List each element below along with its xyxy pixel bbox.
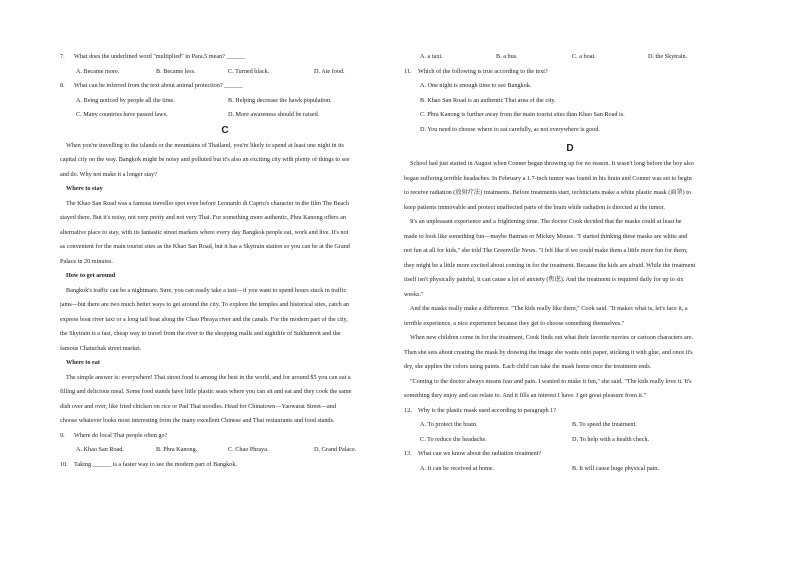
question-number: 7.: [60, 53, 65, 60]
question-13-options: [404, 462, 736, 477]
passage-line: made to look like something fun—maybe Batman or Mickey Mouse. "I started thinking these masks are white and: [404, 232, 688, 240]
option-c[interactable]: C. a boat.: [572, 53, 596, 60]
option-b[interactable]: B. Helping decrease the hawk population.: [228, 96, 332, 104]
question-text: What can be inferred from the text about animal protection? ______: [74, 82, 243, 89]
option-b[interactable]: B. To speed the treatment.: [572, 421, 637, 428]
passage-line: something they enjoy and can relate to. And it fills an interest I have. I get great pleasure from it.": [404, 392, 647, 399]
right-column: [404, 50, 736, 476]
option-b[interactable]: B. Became less.: [156, 67, 196, 75]
option-a[interactable]: A. Khao San Road.: [76, 446, 124, 453]
passage-line: jams—but there are two much better ways to get around the city. To explore the temples and historical sites, catch an: [60, 301, 350, 308]
question-7-options: [60, 65, 390, 80]
question-8-options-row1: [60, 94, 390, 109]
passage-line: The Khao San Road was a famous traveller spot even before Leonardo di Caprio's character in the film The Beach: [66, 199, 349, 207]
option-a[interactable]: A. a taxi.: [420, 53, 443, 60]
option-a[interactable]: A. To protect the brain.: [420, 421, 478, 428]
passage-line: School had just started in August when Conner began throwing up for no reason. It wasn't long before the boy also: [410, 160, 694, 167]
option-b[interactable]: B. It will cause huge physical pain.: [572, 464, 659, 472]
passage-line: itself isn't physically painful, it can cause a lot of anxiety (焦虑). And the treatment is required daily for up to six: [404, 276, 684, 283]
passage-line: The simple answer is: everywhere! Thai street food is among the best in the world, and for around $5 you can eat a: [66, 373, 351, 381]
question-text: What can we know about the radiation treatment?: [418, 450, 542, 457]
option-d[interactable]: D. the Skytrain.: [648, 53, 688, 60]
passage-line: It's an unpleasant experience and a frightening time. The doctor Cook decided that the masks could at least be: [410, 218, 682, 225]
subheading-where-to-stay: Where to stay: [66, 185, 103, 192]
passage-line: stayed there. But it's noisy, not very pretty and not very Thai. For something more authentic, Phra Kanong offers an: [60, 214, 346, 221]
question-12-options-row1: [404, 418, 736, 433]
passage-line: Then she sets about creating the mask by drawing the image she wants onto paper, sticking it with glue, and once it's: [404, 348, 693, 356]
section-heading-c: C: [221, 124, 229, 136]
option-a[interactable]: A. Became more.: [76, 67, 120, 75]
option-a[interactable]: A. Being noticed by people all the time.: [76, 96, 175, 104]
question-number: 13.: [404, 450, 412, 457]
passage-line: dry, she applies the colors using paints. Each child can take the mask home once the treatment ends.: [404, 363, 652, 370]
passage-line: keep patients immovable and protect unaffected parts of the brain while radiation is directed at the tumor.: [404, 203, 665, 211]
question-12-options-row2: [404, 433, 736, 448]
question-text: Why is the plastic mask used according to paragraph 1?: [418, 406, 556, 414]
question-11: [404, 65, 736, 80]
passage-line: capital city on the way. Bangkok might be noisy and polluted but it's also an exciting city with plenty of things to see: [60, 156, 350, 163]
question-10: [60, 458, 390, 473]
option-a[interactable]: A. One night is enough time to see Bangkok.: [420, 82, 532, 89]
option-a[interactable]: A. It can be received at home.: [420, 464, 495, 472]
passage-line: "Coming to the doctor always means fear and pain. I wanted to make it fun," she said. "The kids really love it. It's: [410, 377, 692, 385]
passage-line: and do. Why not make it a longer stay?: [60, 170, 157, 178]
option-c[interactable]: C. Turned black.: [228, 67, 270, 75]
question-number: 12.: [404, 406, 412, 414]
passage-line: began suffering terrible headaches. In February a 1.7-inch tumor was found in his brain and Conner was set to begin: [404, 174, 692, 182]
option-b[interactable]: B. Khao San Road is an authentic Thai area of the city.: [420, 96, 556, 104]
question-text: What does the underlined word "multiplied" in Para.5 mean? ______: [74, 53, 246, 60]
passage-line: express boat river taxi or a long tail boat along the Chao Phraya river and the canals. For the modern part of the city,: [60, 315, 348, 323]
option-b[interactable]: B. a bus.: [496, 53, 518, 60]
passage-line: weeks.": [404, 290, 424, 298]
option-d[interactable]: D. To help with a health check.: [572, 435, 650, 443]
passage-line: Palace in 20 minutes.: [60, 257, 113, 265]
option-d[interactable]: D. Ate food.: [314, 67, 345, 75]
passage-line: to receive radiation (放射疗法) treatments. Before treatments start, technicians make a white plastic mask (面罩) to: [404, 189, 692, 196]
option-c[interactable]: C. Chao Phraya.: [228, 446, 269, 453]
option-c[interactable]: C. Many countries have passed laws.: [76, 111, 168, 118]
question-10-options: [404, 50, 736, 65]
passage-line: dish over and over, like fried chicken on rice or Pad Thai noodles. Head for Chinatown—Yaowarat Street—and: [60, 402, 336, 410]
question-9-options: [60, 443, 390, 458]
option-c[interactable]: C. To reduce the headache.: [420, 435, 487, 443]
subheading-how-to-get-around: How to get around: [66, 272, 116, 279]
question-9: [60, 429, 390, 444]
passage-line: not fun at all for kids," she told The Greenville News. "I felt like if we could make them a little more fun for them,: [404, 247, 688, 254]
passage-line: filling and delicious meal. Some food stands have little plastic seats where you can sit and eat and they cook the same: [60, 388, 352, 395]
question-text: Where do local Thai people often go?: [74, 431, 168, 439]
passage-line: famous Chatuchak street market.: [60, 344, 142, 352]
option-d[interactable]: D. More awareness should be raised.: [228, 111, 320, 118]
passage-line: Bangkok's traffic can be a nightmare. Sure, you can easily take a taxi—if you want to spend hours stuck in traffic: [66, 286, 347, 294]
passage-line: alternative place to stay, with its fantastic street markets where every day Bangkok people eat, work and live. It's not: [60, 228, 349, 236]
passage-line: And the masks really make a difference. "The kids really like them," Cook said. "It makes what is, let's face it, a: [410, 305, 688, 312]
passage-line: they might be a little more excited about coming in for the treatment. Because the kids are afraid. While the treatment: [404, 261, 696, 269]
option-d[interactable]: D. Grand Palace.: [314, 446, 357, 453]
passage-line: terrible experience, a nice experience because they get to choose something themselves.": [404, 319, 625, 327]
option-c[interactable]: C. Phra Kanong is further away from the main tourist sites than Khao San Road is.: [420, 111, 625, 118]
passage-line: When you're travelling to the islands or the mountains of Thailand, you're likely to spend at least one night in its: [66, 141, 344, 149]
question-text: Which of the following is true according to the text?: [418, 67, 548, 75]
option-b[interactable]: B. Phra Kanong.: [156, 446, 198, 453]
subheading-where-to-eat: Where to eat: [66, 359, 100, 366]
passage-line: as convenient for the main tourist sites as the Khao San Road, but it has a Skytrain station so you can be at the Grand: [60, 243, 350, 250]
left-column: [60, 50, 390, 472]
passage-line: the Skytrain is a fast, cheap way to travel from the river to the shopping malls and nightlife of Sukhumvit and the: [60, 330, 341, 337]
question-8-options-row2: [60, 108, 390, 123]
question-13: [404, 447, 736, 462]
question-number: 8.: [60, 82, 65, 89]
option-d[interactable]: D. You need to choose where to eat carefully, as not everywhere is good.: [420, 125, 600, 133]
passage-line: choose whatever looks most interesting from the many excellent Chinese and Thai restaurants and food stands.: [60, 417, 335, 424]
question-12: [404, 404, 736, 419]
question-number: 10.: [60, 460, 68, 468]
question-number: 11.: [404, 67, 412, 75]
question-text: Taking ______ is a faster way to see the modern part of Bangkok.: [74, 460, 237, 468]
passage-line: When new children come in for the treatment, Cook finds out what their favorite movies or cartoon characters are.: [410, 334, 694, 341]
question-7: [60, 50, 390, 65]
section-heading-d: D: [566, 143, 574, 154]
question-number: 9.: [60, 431, 65, 439]
question-8: [60, 79, 390, 94]
